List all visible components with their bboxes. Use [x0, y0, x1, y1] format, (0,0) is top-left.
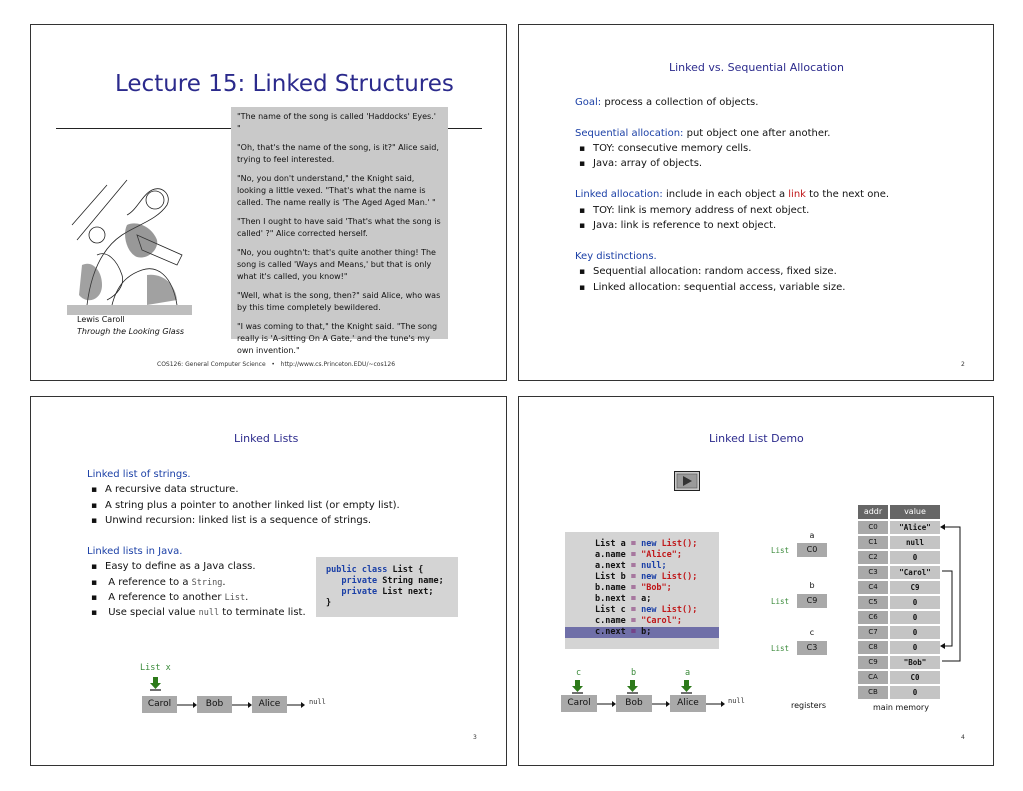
code-text: String name;	[377, 576, 444, 586]
item-text: A reference to another	[108, 592, 222, 603]
memory-value: 0	[890, 641, 940, 654]
memory-label: main memory	[873, 703, 929, 712]
memory-row	[858, 641, 940, 654]
knight-illustration	[67, 165, 192, 315]
item-text: .	[245, 592, 249, 603]
goal-text: process a collection of objects.	[604, 97, 759, 108]
code-keyword: private	[326, 587, 378, 597]
section-heading: Linked list of strings.	[87, 469, 191, 480]
memory-row	[858, 581, 940, 594]
node-link-arrows	[597, 699, 727, 709]
code-text: List {	[387, 565, 424, 575]
slide-title: Linked vs. Sequential Allocation	[669, 61, 844, 74]
key-item: ▪ Linked allocation: sequential access, variable size.	[579, 282, 845, 293]
play-button[interactable]	[674, 471, 700, 491]
code-line: }	[326, 598, 332, 608]
linked-label: Linked allocation:	[575, 189, 663, 200]
node-var-label: a	[685, 668, 691, 678]
item-code: String	[191, 578, 223, 588]
code-line	[326, 565, 458, 576]
seq-label: Sequential allocation:	[575, 128, 684, 139]
node-link-arrows	[177, 700, 307, 710]
pointer-arrow-icon	[149, 677, 163, 691]
memory-row	[858, 596, 940, 609]
register-type: List	[771, 644, 790, 653]
page-number: 2	[961, 361, 965, 368]
seq-line	[575, 128, 830, 139]
register-cell: C3	[797, 641, 827, 655]
linked-text-b: to the next one.	[809, 189, 890, 200]
slide-2	[518, 24, 994, 381]
code-line	[326, 576, 458, 587]
code-line: List b = new List();	[595, 572, 698, 582]
page-number: 3	[473, 734, 477, 741]
memory-addr: C1	[858, 536, 888, 549]
goal-label: Goal:	[575, 97, 602, 108]
register-cell: C9	[797, 594, 827, 608]
memory-addr: C0	[858, 521, 888, 534]
code-line: a.name = "Alice";	[595, 550, 683, 560]
node-var-label: b	[631, 668, 637, 678]
list-item: ▪ A string plus a pointer to another linked list (or empty list).	[91, 500, 400, 511]
pointer-arrow-icon	[571, 680, 701, 694]
code-text: List next;	[377, 587, 434, 597]
section-heading: Linked lists in Java.	[87, 546, 183, 557]
code-line: List a = new List();	[595, 539, 698, 549]
quote-paragraph: "No, you oughtn't: that's quite another thing! The song is called 'Ways and Means,' but that is only what it's called, you know!"	[237, 248, 436, 281]
quote-paragraph: "I was coming to that," the Knight said. "The song really is 'A-sitting On A Gate,' and the tune's my own invention."	[237, 322, 438, 355]
slide-3	[30, 396, 507, 766]
seq-item: ▪ Java: array of objects.	[579, 158, 702, 169]
memory-addr: CA	[858, 671, 888, 684]
memory-header-value: value	[890, 505, 940, 519]
memory-row	[858, 656, 940, 669]
memory-table	[858, 505, 940, 699]
linked-line	[575, 189, 889, 200]
memory-addr: C3	[858, 566, 888, 579]
footer-separator: •	[271, 361, 275, 368]
memory-pointer-arrows	[940, 517, 970, 667]
footer-url: http://www.cs.Princeton.EDU/~cos126	[280, 361, 396, 368]
list-item: ▪ Unwind recursion: linked list is a sequence of strings.	[91, 515, 371, 526]
memory-value: "Carol"	[890, 566, 940, 579]
memory-header	[858, 505, 940, 519]
page-number: 4	[961, 734, 965, 741]
book-title: Through the Looking Glass	[77, 327, 185, 336]
memory-row	[858, 551, 940, 564]
seq-item: ▪ TOY: consecutive memory cells.	[579, 143, 751, 154]
goal-line	[575, 97, 758, 108]
item-text: Use special value	[108, 607, 196, 618]
register-name: c	[809, 628, 815, 637]
item-code: List	[224, 593, 246, 603]
list-node: Alice	[670, 695, 706, 712]
item-code: null	[198, 608, 220, 618]
memory-value: 0	[890, 596, 940, 609]
author-name: Lewis Caroll	[77, 315, 125, 324]
list-item: ▪ A recursive data structure.	[91, 484, 239, 495]
memory-header-addr: addr	[858, 505, 888, 519]
slide-1	[30, 24, 507, 381]
registers-label: registers	[791, 701, 827, 710]
register-cell: C0	[797, 543, 827, 557]
memory-value: 0	[890, 611, 940, 624]
quote-paragraph: "Well, what is the song, then?" said Alice, who was by this time completely bewildered.	[237, 291, 441, 312]
slide-4	[518, 396, 994, 766]
code-line-highlighted: c.next = b;	[565, 627, 719, 638]
memory-addr: C4	[858, 581, 888, 594]
memory-addr: C9	[858, 656, 888, 669]
linked-word: link	[788, 189, 806, 200]
memory-row	[858, 626, 940, 639]
register-name: b	[809, 581, 815, 590]
quote-paragraph: "Then I ought to have said 'That's what the song is called' ?" Alice corrected herself.	[237, 217, 441, 238]
memory-value: "Bob"	[890, 656, 940, 669]
demo-code-box	[565, 532, 719, 649]
memory-value: 0	[890, 551, 940, 564]
memory-value: C0	[890, 671, 940, 684]
list-item	[91, 577, 226, 588]
list-item	[91, 607, 306, 618]
key-label: Key distinctions.	[575, 251, 657, 262]
code-line: c.name = "Carol";	[595, 616, 683, 626]
key-item: ▪ Sequential allocation: random access, fixed size.	[579, 266, 837, 277]
memory-row	[858, 671, 940, 684]
memory-row	[858, 566, 940, 579]
list-node: Bob	[197, 696, 232, 713]
linked-text-a: include in each object a	[665, 189, 786, 200]
code-line: b.name = "Bob";	[595, 583, 672, 593]
quote-box	[231, 107, 448, 355]
memory-value: 0	[890, 686, 940, 699]
memory-addr: C5	[858, 596, 888, 609]
list-node: Alice	[252, 696, 287, 713]
slide-title: Linked Lists	[234, 432, 299, 445]
list-node: Carol	[561, 695, 597, 712]
lecture-title: Lecture 15: Linked Structures	[115, 71, 454, 97]
register-name: a	[809, 531, 815, 540]
item-text: to terminate list.	[222, 607, 306, 618]
class-code-box	[316, 557, 458, 617]
footer	[157, 361, 395, 368]
quote-paragraph: "The name of the song is called 'Haddocks' Eyes.' "	[237, 112, 436, 133]
code-line: a.next = null;	[595, 561, 667, 571]
list-node: Bob	[616, 695, 652, 712]
memory-value: "Alice"	[890, 521, 940, 534]
memory-addr: C6	[858, 611, 888, 624]
register-type: List	[771, 546, 790, 555]
memory-row	[858, 536, 940, 549]
play-icon	[675, 472, 699, 490]
quote-paragraph: "No, you don't understand," the Knight said, looking a little vexed. "That's what the name is called. The name really is 'The Aged Aged Man.' "	[237, 174, 436, 207]
linked-item: ▪ TOY: link is memory address of next object.	[579, 205, 809, 216]
item-text: .	[222, 577, 226, 588]
slide-title: Linked List Demo	[709, 432, 804, 445]
item-text: A reference to a	[108, 577, 189, 588]
footer-course: COS126: General Computer Science	[157, 361, 266, 368]
null-label: null	[728, 697, 745, 705]
memory-addr: C8	[858, 641, 888, 654]
memory-value: C9	[890, 581, 940, 594]
list-item	[91, 592, 248, 603]
code-line	[326, 587, 458, 598]
list-node: Carol	[142, 696, 177, 713]
memory-row	[858, 611, 940, 624]
memory-addr: C7	[858, 626, 888, 639]
memory-value: null	[890, 536, 940, 549]
code-line: List c = new List();	[595, 605, 698, 615]
memory-row	[858, 521, 940, 534]
code-line: b.next = a;	[595, 594, 652, 604]
memory-addr: CB	[858, 686, 888, 699]
code-keyword: private	[326, 576, 378, 586]
code-keyword: public class	[326, 565, 388, 575]
memory-addr: C2	[858, 551, 888, 564]
seq-text: put object one after another.	[686, 128, 831, 139]
quote-paragraph: "Oh, that's the name of the song, is it?" Alice said, trying to feel interested.	[237, 143, 439, 164]
register-type: List	[771, 597, 790, 606]
list-item: ▪ Easy to define as a Java class.	[91, 561, 256, 572]
memory-row	[858, 686, 940, 699]
linked-item: ▪ Java: link is reference to next object.	[579, 220, 776, 231]
memory-value: 0	[890, 626, 940, 639]
null-label: null	[309, 698, 326, 706]
list-variable-label: List x	[140, 663, 171, 673]
node-var-label: c	[576, 668, 582, 678]
